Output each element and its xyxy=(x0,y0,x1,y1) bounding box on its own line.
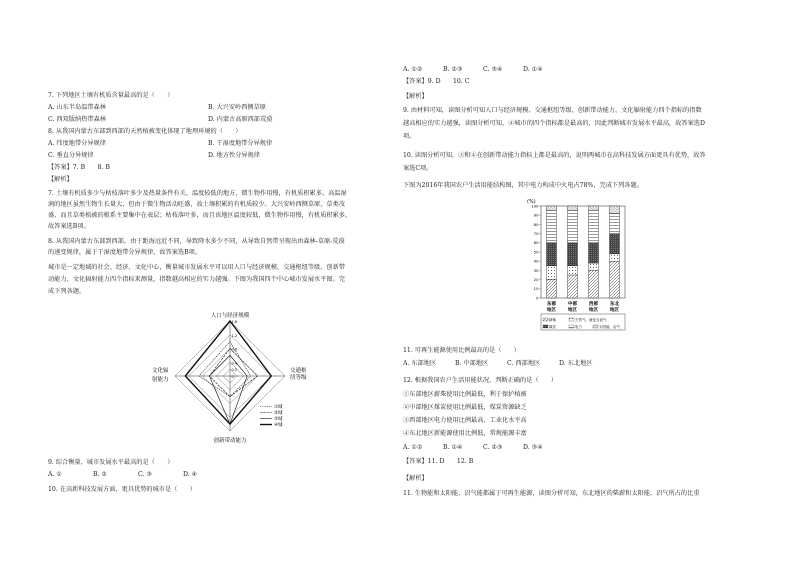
radar-axis-label-left-2: 射能力 xyxy=(152,377,169,383)
answer-7-8: 【答案】7. B 8. B xyxy=(48,164,110,171)
q11-option-a: A. 东部地区 xyxy=(403,360,437,367)
bar-legend-swatch xyxy=(543,325,548,328)
q7-option-b: B. 大兴安岭西侧草原 xyxy=(208,104,266,111)
analysis-heading: 【解析】 xyxy=(403,93,428,100)
analysis-7-line: 润的地区虽然生物生长量大，但由于微生物活动旺盛，故土壤积累的有机质较少。大兴安岭西侧草原，草类茂 xyxy=(48,201,345,208)
radar-chart xyxy=(144,306,314,450)
bar-segment xyxy=(589,211,599,243)
q11-options xyxy=(403,360,592,368)
radar-axis-label-right-1: 交通枢 xyxy=(290,368,307,374)
q11-option-d: D. 东北地区 xyxy=(559,360,593,367)
stacked-bar-chart-svg xyxy=(523,194,633,336)
q8-stem: 8. 从我国内蒙古东部到西部的天然植被变化体现了地理环境的（ ） xyxy=(48,128,242,135)
analysis-8-line: 8. 从我国内蒙古东部到西部，由于距海远近不同，导致降水多少不同，从导致自然带呈现出由森林-草原-荒漠 xyxy=(48,238,345,245)
bar-segment xyxy=(610,254,620,261)
bar-legend-swatch xyxy=(569,325,574,328)
q12-statement: ③西部地区电力使用比例最高，工业化水平高 xyxy=(403,417,527,424)
radar-series-line xyxy=(209,355,247,424)
bar-segment xyxy=(610,234,620,254)
q9-option-b: B. ② xyxy=(93,471,108,478)
q7-option-d: D. 内蒙古高原西部荒漠 xyxy=(208,116,273,123)
bar-y-tick-label: 30 xyxy=(533,267,539,273)
bar-y-tick-label: 10 xyxy=(533,286,539,292)
q10-option-b: B. ②③ xyxy=(443,66,463,73)
q12-option-d: D. ③④ xyxy=(523,444,543,451)
radar-legend-label: ②城 xyxy=(274,411,283,416)
q9-option-c: C. ③ xyxy=(138,471,152,478)
analysis-8-line: 的递变规律，属于干湿度地带分异规律，故答案选B项。 xyxy=(48,249,202,256)
radar-legend-label: ①城 xyxy=(274,405,283,410)
analysis-7-line: 盛，而且草类植被的根系主要集中在表层；枯枝落叶多，而且该地区温度较低，微生物作用慢，有机质积累多， xyxy=(48,212,352,219)
bar-legend-label: 天然气、液化石油气 xyxy=(575,318,607,322)
bar-segment xyxy=(589,270,599,298)
bar-segment xyxy=(568,206,578,211)
q7-options-row2 xyxy=(48,116,272,124)
analysis-9-line: 9. 由材料可知，读图分析可知人口与经济规模、交通枢纽等级、创新带动能力、文化辐射能力四个指标的指数 xyxy=(403,107,702,114)
q12-stem: 12. 根据我国农户生活用能状况，判断正确的是（ ） xyxy=(403,377,558,384)
analysis-9-line: 项。 xyxy=(403,133,416,140)
analysis-7-line: 故答案选B项。 xyxy=(48,223,90,230)
radar-axis-label-top: 人口与经济规模 xyxy=(210,313,250,319)
analysis-7-line: 7. 土壤有机质多少与枯枝落叶多少及热量条件有关。温度较低的地方，微生物作用慢，有机质积累多。高温湿 xyxy=(48,190,347,197)
bar-y-tick-label: 90 xyxy=(533,212,539,218)
bar-category-label: 中部 xyxy=(567,302,578,307)
q11-stem: 11. 可再生能源使用比例最高的是（ ） xyxy=(403,347,520,354)
bar-y-tick-label: 0 xyxy=(536,295,539,301)
q11-option-c: C. 西部地区 xyxy=(507,360,541,367)
passage-line: 动能力、文化辐射能力四个指标来测量，指数越高相应的实力越强。下图为我国四个中心城市发展水平图。完 xyxy=(48,276,345,283)
bar-segment xyxy=(589,263,599,270)
bar-chart-ylabel: (%) xyxy=(527,199,536,205)
bar-legend-label: 电力 xyxy=(575,325,582,329)
bar-y-tick-label: 60 xyxy=(533,240,539,246)
bar-legend-label: 薪柴 xyxy=(549,318,556,322)
radar-chart-svg xyxy=(144,306,314,446)
bar-category-label: 东部 xyxy=(546,302,557,307)
analysis-11-line: 11. 生物能和太阳能、沼气能都属于可再生能源，读图分析可知，东北地区的柴薪和太阳能、沼气所占的比重 xyxy=(403,490,700,497)
bar-legend-swatch xyxy=(593,325,598,328)
radar-tick-label: 1.6 xyxy=(231,320,238,324)
bar-segment xyxy=(610,261,620,298)
bar-y-tick-label: 20 xyxy=(533,277,539,282)
answer-11-12: 【答案】11. D 12. B xyxy=(403,458,474,465)
bar-segment xyxy=(547,206,557,211)
q10-option-d: D. ①④ xyxy=(523,66,543,73)
radar-tick-label: 0.2 xyxy=(231,368,238,373)
radar-axis-label-left-1: 文化辐 xyxy=(152,368,169,374)
bar-segment xyxy=(610,213,620,233)
radar-tick-label: 0.8 xyxy=(231,347,238,352)
analysis-10-line: 案选C项。 xyxy=(403,165,433,172)
bar-legend-swatch xyxy=(569,318,574,321)
passage-line: 城市是一定地域的社会、经济、文化中心，衡量城市发展水平可以用人口与经济规模、交通枢纽等级、创新带 xyxy=(48,264,345,271)
analysis-9-line: 越高相应的实力越强，读图分析可知，④城市的四个指标都是最高的，因此判断城市发展水平最高，故答案选D xyxy=(403,120,705,127)
bar-segment xyxy=(547,243,557,266)
radar-tick-label: 0 xyxy=(231,375,234,379)
radar-axis-label-right-2: 纽等级 xyxy=(290,375,307,381)
bar-category-label: 地区 xyxy=(588,308,599,313)
bar-category-label: 地区 xyxy=(567,308,578,313)
q10-option-a: A. ①② xyxy=(403,66,423,73)
radar-axis-label-bottom: 创新带动能力 xyxy=(213,438,247,444)
q8-option-a: A. 纬度地带分异规律 xyxy=(48,140,106,147)
q12-option-c: C. ②③ xyxy=(483,444,503,451)
answer-9-10: 【答案】9. D 10. C xyxy=(403,78,470,85)
q12-option-a: A. ①② xyxy=(403,444,423,451)
bar-segment xyxy=(568,275,578,298)
q9-option-a: A. ① xyxy=(48,471,62,478)
q12-option-b: B. ①④ xyxy=(443,444,463,451)
bar-y-tick-label: 80 xyxy=(533,221,539,227)
q10-options xyxy=(403,66,543,74)
q7-options-row1 xyxy=(48,104,266,112)
bar-segment xyxy=(547,211,557,243)
analysis-heading: 【解析】 xyxy=(403,475,428,482)
bar-segment xyxy=(610,206,620,213)
passage-line: 下图为2016年我国农户生活用能结构图，其中电力构成中火电占78%，完成下列各题。 xyxy=(403,182,643,189)
bar-segment xyxy=(589,243,599,263)
analysis-10-line: 10. 读图分析可知，③和④在创新带动能力指标上都是最高的，说明两城市在高科技发展方面更具有优势，故答 xyxy=(403,152,706,159)
radar-legend-label: ④城 xyxy=(274,423,283,428)
q12-options xyxy=(403,444,543,452)
bar-category-label: 地区 xyxy=(609,308,620,313)
q8-option-b: B. 干湿度地带分异规律 xyxy=(208,140,273,147)
bar-category-label: 西部 xyxy=(588,302,599,307)
bar-segment xyxy=(568,211,578,243)
q12-statement: ①东部地区薪柴使用比例最低，利于保护植被 xyxy=(403,391,527,398)
radar-tick-label: 1.2 xyxy=(231,333,238,338)
bar-segment xyxy=(589,206,599,211)
q7-option-c: C. 西双版纳热带森林 xyxy=(48,116,106,123)
q9-options xyxy=(48,471,197,479)
bar-segment xyxy=(547,280,557,298)
q8-option-c: C. 垂直分异规律 xyxy=(48,152,94,159)
bar-category-label: 地区 xyxy=(546,308,557,313)
q12-statement: ④东北地区新能源使用比例低，常规能源丰富 xyxy=(403,430,527,437)
q9-stem: 9. 综合衡量，城市发展水平最高的是（ ） xyxy=(48,459,174,466)
q8-options-row1 xyxy=(48,140,272,148)
radar-tick-label: 0.4 xyxy=(231,361,238,366)
bar-y-tick-label: 40 xyxy=(533,258,539,264)
bar-legend-swatch xyxy=(543,318,548,321)
bar-segment xyxy=(547,266,557,280)
radar-legend-label: ③城 xyxy=(274,417,283,422)
q7-option-a: A. 山东半岛温带森林 xyxy=(48,104,106,111)
q8-options-row2 xyxy=(48,152,260,160)
q9-option-d: D. ④ xyxy=(183,471,198,478)
analysis-heading: 【解析】 xyxy=(48,176,73,183)
q11-option-b: B. 中部地区 xyxy=(455,360,489,367)
q12-statement: ②中部地区煤炭使用比例最低，煤炭资源缺乏 xyxy=(403,404,527,411)
bar-category-label: 东北 xyxy=(609,302,620,307)
bar-y-tick-label: 100 xyxy=(531,203,539,209)
bar-segment xyxy=(568,266,578,275)
q10-stem: 10. 在高新科技发展方面，更具优势的城市是（ ） xyxy=(48,486,196,493)
bar-y-tick-label: 50 xyxy=(533,249,539,255)
bar-segment xyxy=(568,243,578,266)
bar-legend-label: 太阳能、沼气 xyxy=(599,325,620,329)
bar-y-tick-label: 70 xyxy=(533,231,539,236)
stacked-bar-chart xyxy=(523,194,633,340)
passage-line: 成下列各题。 xyxy=(48,288,86,295)
q7-stem: 7. 下列地区土壤有机质含量最高的是（ ） xyxy=(48,92,174,99)
q10-option-c: C. ③④ xyxy=(483,66,503,73)
q8-option-d: D. 地方性分异规律 xyxy=(208,152,260,159)
bar-legend-label: 煤炭 xyxy=(549,325,556,329)
